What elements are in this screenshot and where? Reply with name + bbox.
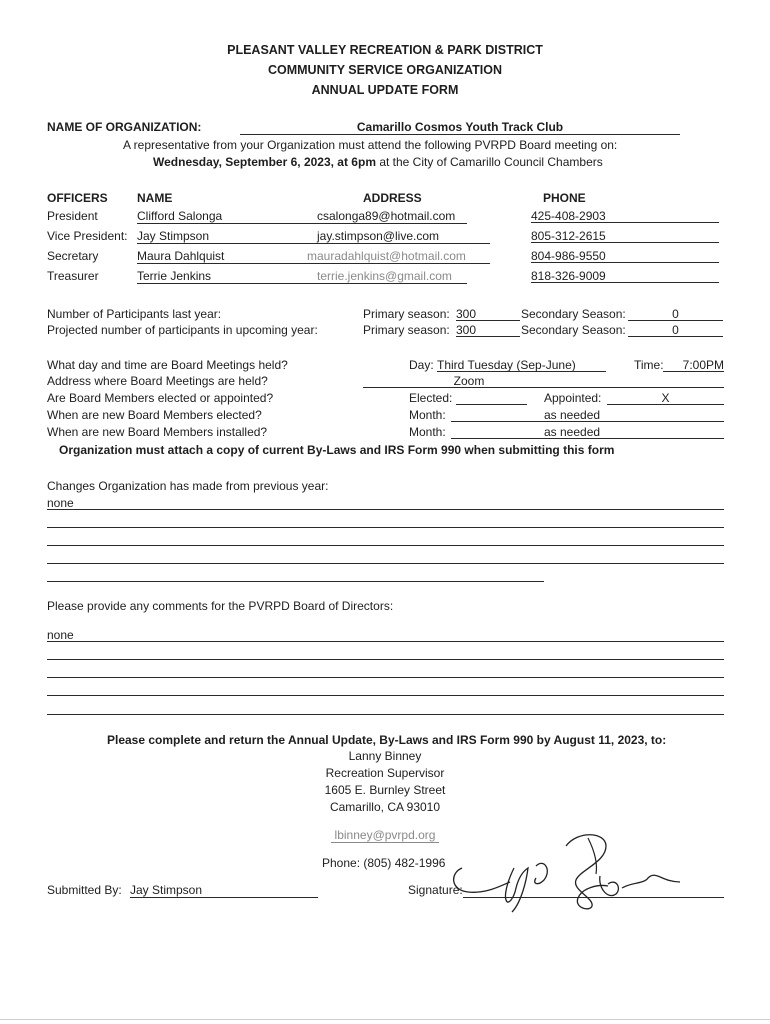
name-line xyxy=(137,223,307,224)
comments-line xyxy=(47,714,724,715)
last-primary-value: 300 xyxy=(456,307,477,321)
meeting-notice-line1: A representative from your Organization must attend the following PVRPD Board meeting on: xyxy=(123,138,618,152)
email-underline xyxy=(331,842,439,843)
address-line xyxy=(307,263,490,264)
phone-line xyxy=(531,222,719,223)
primary-season-label: Primary season: xyxy=(363,307,450,321)
officer-address: jay.stimpson@live.com xyxy=(317,229,439,243)
appointed-value: X xyxy=(661,391,670,405)
signature-image xyxy=(448,828,688,918)
changes-label: Changes Organization has made from previous year: xyxy=(47,479,329,493)
contact-name: Lanny Binney xyxy=(348,749,422,763)
officer-role: Treasurer xyxy=(47,269,99,283)
comments-label: Please provide any comments for the PVRPD Board of Directors: xyxy=(47,599,394,613)
officer-role: Vice President: xyxy=(47,229,128,243)
contact-email[interactable]: lbinney@pvrpd.org xyxy=(334,828,436,842)
board-meeting-address-question: Address where Board Meetings are held? xyxy=(47,374,268,388)
form-header-line1: PLEASANT VALLEY RECREATION & PARK DISTRICT xyxy=(227,43,543,57)
proj-primary-value: 300 xyxy=(456,323,477,337)
address-header: ADDRESS xyxy=(363,191,422,205)
submitted-by-value: Jay Stimpson xyxy=(130,883,203,897)
officer-role: President xyxy=(47,209,98,223)
officer-address: mauradahlquist@hotmail.com xyxy=(307,249,466,263)
phone-header: PHONE xyxy=(543,191,586,205)
officer-name: Terrie Jenkins xyxy=(137,269,212,283)
phone-line xyxy=(531,282,719,283)
name-line xyxy=(137,243,307,244)
officer-phone: 805-312-2615 xyxy=(531,229,606,243)
officer-name: Clifford Salonga xyxy=(137,209,223,223)
input-line xyxy=(456,336,520,337)
primary-season-label: Primary season: xyxy=(363,323,450,337)
officer-phone: 425-408-2903 xyxy=(531,209,606,223)
form-header-line2: COMMUNITY SERVICE ORGANIZATION xyxy=(267,63,503,77)
contact-street: 1605 E. Burnley Street xyxy=(324,783,446,797)
last-secondary-value: 0 xyxy=(672,307,679,321)
attach-notice: Organization must attach a copy of current By-Laws and IRS Form 990 when submitting this form xyxy=(59,443,615,457)
officer-name: Maura Dahlquist xyxy=(137,249,225,263)
organization-label: NAME OF ORGANIZATION: xyxy=(47,120,202,134)
board-when-installed-question: When are new Board Members installed? xyxy=(47,425,268,439)
board-when-elected-question: When are new Board Members elected? xyxy=(47,408,262,422)
elected-label: Elected: xyxy=(409,391,453,405)
month-elected-label: Month: xyxy=(409,408,446,422)
board-meeting-day-question: What day and time are Board Meetings held? xyxy=(47,358,288,372)
input-line xyxy=(456,404,527,405)
board-elected-question: Are Board Members elected or appointed? xyxy=(47,391,274,405)
changes-line xyxy=(47,545,724,546)
changes-line xyxy=(47,527,724,528)
comments-line xyxy=(47,659,724,660)
phone-line xyxy=(531,262,719,263)
changes-line xyxy=(47,563,724,564)
meeting-address-value: Zoom xyxy=(453,374,485,388)
address-line xyxy=(307,223,467,224)
officer-name: Jay Stimpson xyxy=(137,229,210,243)
changes-line xyxy=(47,509,724,510)
input-line xyxy=(628,320,723,321)
meeting-location: at the City of Camarillo Council Chambers xyxy=(375,155,603,169)
meeting-notice-line2 xyxy=(153,155,603,169)
officer-phone: 818-326-9009 xyxy=(531,269,606,283)
organization-line xyxy=(240,134,680,135)
secondary-season-label: Secondary Season: xyxy=(521,307,626,321)
form-header-line3: ANNUAL UPDATE FORM xyxy=(311,83,459,97)
day-value: Third Tuesday (Sep-June) xyxy=(437,358,576,372)
comments-line xyxy=(47,695,724,696)
input-line xyxy=(663,371,724,372)
month-installed-label: Month: xyxy=(409,425,446,439)
input-line xyxy=(456,320,520,321)
phone-line xyxy=(531,242,719,243)
input-line xyxy=(451,421,724,422)
organization-name: Camarillo Cosmos Youth Track Club xyxy=(356,120,564,134)
page-bottom-edge xyxy=(0,1019,770,1020)
submitted-by-line xyxy=(130,897,318,898)
input-line xyxy=(607,404,724,405)
changes-value: none xyxy=(47,496,74,510)
officer-phone: 804-986-9550 xyxy=(531,249,606,263)
submitted-by-label: Submitted By: xyxy=(47,883,122,897)
day-label: Day: xyxy=(409,358,434,372)
time-value: 7:00PM xyxy=(682,358,724,372)
officer-address: terrie.jenkins@gmail.com xyxy=(317,269,452,283)
name-line xyxy=(137,263,307,264)
return-instruction: Please complete and return the Annual Update, By-Laws and IRS Form 990 by August 11, 2023, to: xyxy=(107,733,667,747)
input-line xyxy=(628,336,723,337)
changes-line xyxy=(47,581,544,582)
name-header: NAME xyxy=(137,191,173,205)
participants-last-year-label: Number of Participants last year: xyxy=(47,307,222,321)
secondary-season-label: Secondary Season: xyxy=(521,323,626,337)
address-line xyxy=(307,283,467,284)
participants-projected-label: Projected number of participants in upcoming year: xyxy=(47,323,318,337)
contact-phone: Phone: (805) 482-1996 xyxy=(322,856,446,870)
input-line xyxy=(451,438,724,439)
officer-role: Secretary xyxy=(47,249,99,263)
time-label: Time: xyxy=(634,358,664,372)
input-line xyxy=(363,387,724,388)
input-line xyxy=(437,371,606,372)
appointed-label: Appointed: xyxy=(544,391,602,405)
proj-secondary-value: 0 xyxy=(672,323,679,337)
address-line xyxy=(307,243,490,244)
officers-header: OFFICERS xyxy=(47,191,108,205)
officer-address: csalonga89@hotmail.com xyxy=(317,209,456,223)
month-elected-value: as needed xyxy=(544,408,601,422)
contact-title: Recreation Supervisor xyxy=(325,766,445,780)
name-line xyxy=(137,283,307,284)
comments-line xyxy=(47,641,724,642)
comments-line xyxy=(47,677,724,678)
comments-value: none xyxy=(47,628,74,642)
signature-label: Signature: xyxy=(408,883,463,897)
meeting-date: Wednesday, September 6, 2023, at 6pm xyxy=(153,155,376,169)
month-installed-value: as needed xyxy=(544,425,601,439)
contact-city: Camarillo, CA 93010 xyxy=(329,800,441,814)
